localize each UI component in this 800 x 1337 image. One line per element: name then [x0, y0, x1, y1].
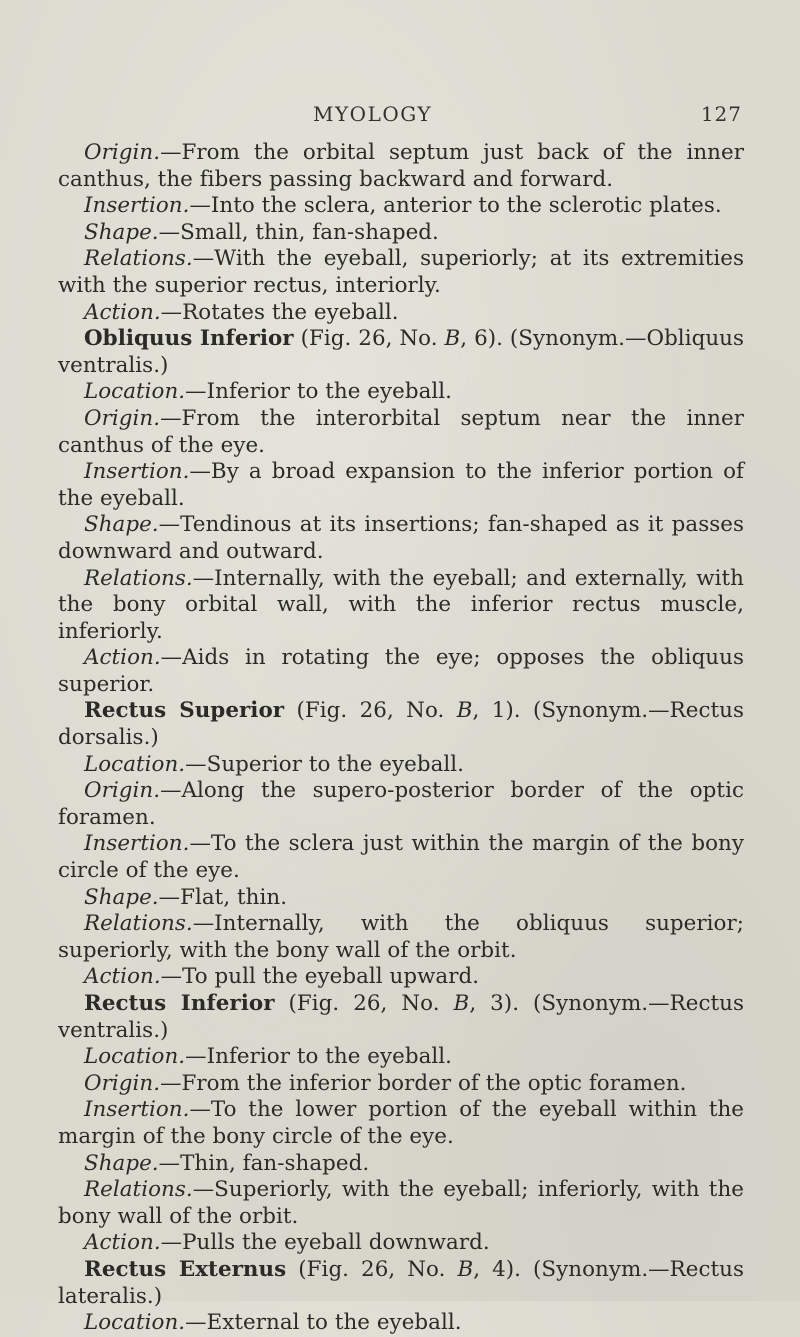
book-page — [58, 86, 744, 1337]
paragraph-text: —External to the eyeball. — [185, 1310, 462, 1336]
figure-reference: (Fig. 26, No. — [284, 698, 457, 724]
muscle-heading-paragraph — [58, 326, 744, 379]
paragraph-text: —Flat, thin. — [158, 884, 288, 910]
text-paragraph — [58, 1071, 744, 1098]
text-paragraph — [58, 140, 744, 193]
section-label: Insertion. — [84, 459, 190, 485]
text-paragraph — [58, 1044, 744, 1071]
paragraph-text: —By a broad expansion to the inferior portion of the eyeball. — [58, 459, 744, 511]
text-paragraph — [58, 885, 744, 912]
text-paragraph — [58, 1151, 744, 1178]
paragraph-text: —Into the sclera, anterior to the sclerotic plates. — [189, 193, 722, 219]
paragraph-text: —Thin, fan-shaped. — [158, 1150, 370, 1176]
text-paragraph — [58, 752, 744, 779]
figure-reference: (Fig. 26, No. — [293, 326, 445, 352]
text-paragraph — [58, 300, 744, 327]
section-label: Shape. — [84, 219, 159, 245]
section-label: Shape. — [84, 512, 159, 538]
paragraph-text: —Internally, with the eyeball; and externally, with the bony orbital wall, with the inferior rectus muscle, inferiorly. — [58, 565, 744, 644]
synonym-text: , 3). (Synonym.—Rectus ventralis.) — [58, 991, 744, 1043]
text-paragraph — [58, 406, 744, 459]
page-number: 127 — [700, 102, 742, 126]
text-paragraph — [58, 512, 744, 565]
text-paragraph — [58, 1230, 744, 1257]
section-label: Location. — [84, 751, 186, 777]
paragraph-text: —Inferior to the eyeball. — [185, 379, 453, 405]
section-label: Origin. — [84, 140, 161, 165]
figure-reference: (Fig. 26, No. — [274, 991, 454, 1016]
section-label: Action. — [84, 1230, 161, 1256]
paragraph-text: —Superiorly, with the eyeball; inferiorly, with the bony wall of the orbit. — [58, 1177, 744, 1229]
text-paragraph — [58, 778, 744, 831]
text-paragraph — [58, 459, 744, 512]
figure-letter: B — [444, 326, 461, 352]
text-paragraph — [58, 566, 744, 646]
section-label: Shape. — [84, 884, 159, 910]
figure-letter: B — [456, 698, 473, 724]
section-label: Insertion. — [84, 831, 190, 857]
muscle-heading-paragraph — [58, 1257, 744, 1310]
section-label: Shape. — [84, 1150, 159, 1176]
paragraph-text: —From the interorbital septum near the inner canthus of the eye. — [58, 405, 744, 458]
paragraph-text: —Small, thin, fan-shaped. — [158, 219, 439, 245]
paragraph-text: —Rotates the eyeball. — [160, 299, 399, 325]
section-label: Action. — [84, 964, 161, 990]
body-text — [58, 140, 744, 1337]
muscle-name: Rectus Externus — [84, 1256, 287, 1282]
section-label: Action. — [84, 645, 161, 671]
paragraph-text: —Superior to the eyeball. — [185, 751, 464, 777]
section-label: Origin. — [84, 405, 161, 431]
text-paragraph — [58, 379, 744, 406]
text-paragraph — [58, 831, 744, 884]
synonym-text: , 1). (Synonym.—Rectus dorsalis.) — [58, 698, 744, 751]
synonym-text: , 4). (Synonym.—Rectus lateralis.) — [58, 1256, 745, 1309]
paragraph-text: —To the lower portion of the eyeball within the margin of the bony circle of the eye. — [58, 1097, 744, 1149]
paragraph-text: —To pull the eyeball upward. — [160, 964, 480, 990]
paragraph-text: —From the inferior border of the optic foramen. — [160, 1070, 687, 1096]
paragraph-text: —Tendinous at its insertions; fan-shaped as it passes downward and outward. — [58, 512, 744, 564]
section-label: Relations. — [84, 246, 193, 272]
muscle-name: Obliquus Inferior — [84, 326, 294, 352]
page-header — [58, 86, 744, 126]
section-label: Origin. — [84, 1070, 161, 1096]
paragraph-text: —Inferior to the eyeball. — [185, 1044, 453, 1070]
text-paragraph — [58, 911, 744, 964]
paragraph-text: —To the sclera just within the margin of the bony circle of the eye. — [58, 831, 744, 884]
section-label: Insertion. — [84, 1097, 190, 1123]
section-label: Relations. — [84, 1177, 193, 1203]
section-label: Relations. — [84, 565, 193, 591]
section-label: Insertion. — [84, 193, 190, 219]
muscle-name: Rectus Inferior — [84, 991, 275, 1016]
text-paragraph — [58, 246, 744, 299]
figure-letter: B — [453, 991, 470, 1016]
text-paragraph — [58, 1310, 744, 1337]
figure-reference: (Fig. 26, No. — [286, 1256, 458, 1282]
text-paragraph — [58, 1097, 744, 1150]
section-label: Relations. — [84, 911, 193, 937]
paragraph-text: —Pulls the eyeball downward. — [160, 1230, 490, 1256]
section-label: Action. — [84, 299, 161, 325]
section-label: Origin. — [84, 778, 161, 804]
figure-letter: B — [457, 1256, 474, 1282]
section-label: Location. — [84, 379, 186, 405]
text-paragraph — [58, 964, 744, 991]
paragraph-text: —Aids in rotating the eye; opposes the obliquus superior. — [58, 645, 744, 697]
section-label: Location. — [84, 1310, 186, 1336]
synonym-text: , 6). (Synonym.—Obliquus ventralis.) — [58, 326, 745, 378]
section-label: Location. — [84, 1044, 186, 1070]
paragraph-text: —From the orbital septum just back of the inner canthus, the fibers passing backward and forward. — [58, 140, 744, 192]
muscle-heading-paragraph — [58, 698, 744, 751]
running-head: MYOLOGY — [313, 102, 433, 126]
paragraph-text: —With the eyeball, superiorly; at its extremities with the superior rectus, interiorly. — [58, 246, 744, 298]
text-paragraph — [58, 193, 744, 220]
muscle-name: Rectus Superior — [84, 698, 285, 724]
paragraph-text: —Along the supero-posterior border of the optic foramen. — [58, 778, 744, 830]
paragraph-text: —Internally, with the obliquus superior; superiorly, with the bony wall of the orbit. — [58, 911, 744, 963]
text-paragraph — [58, 645, 744, 698]
muscle-heading-paragraph — [58, 991, 744, 1044]
text-paragraph — [58, 220, 744, 247]
text-paragraph — [58, 1177, 744, 1230]
